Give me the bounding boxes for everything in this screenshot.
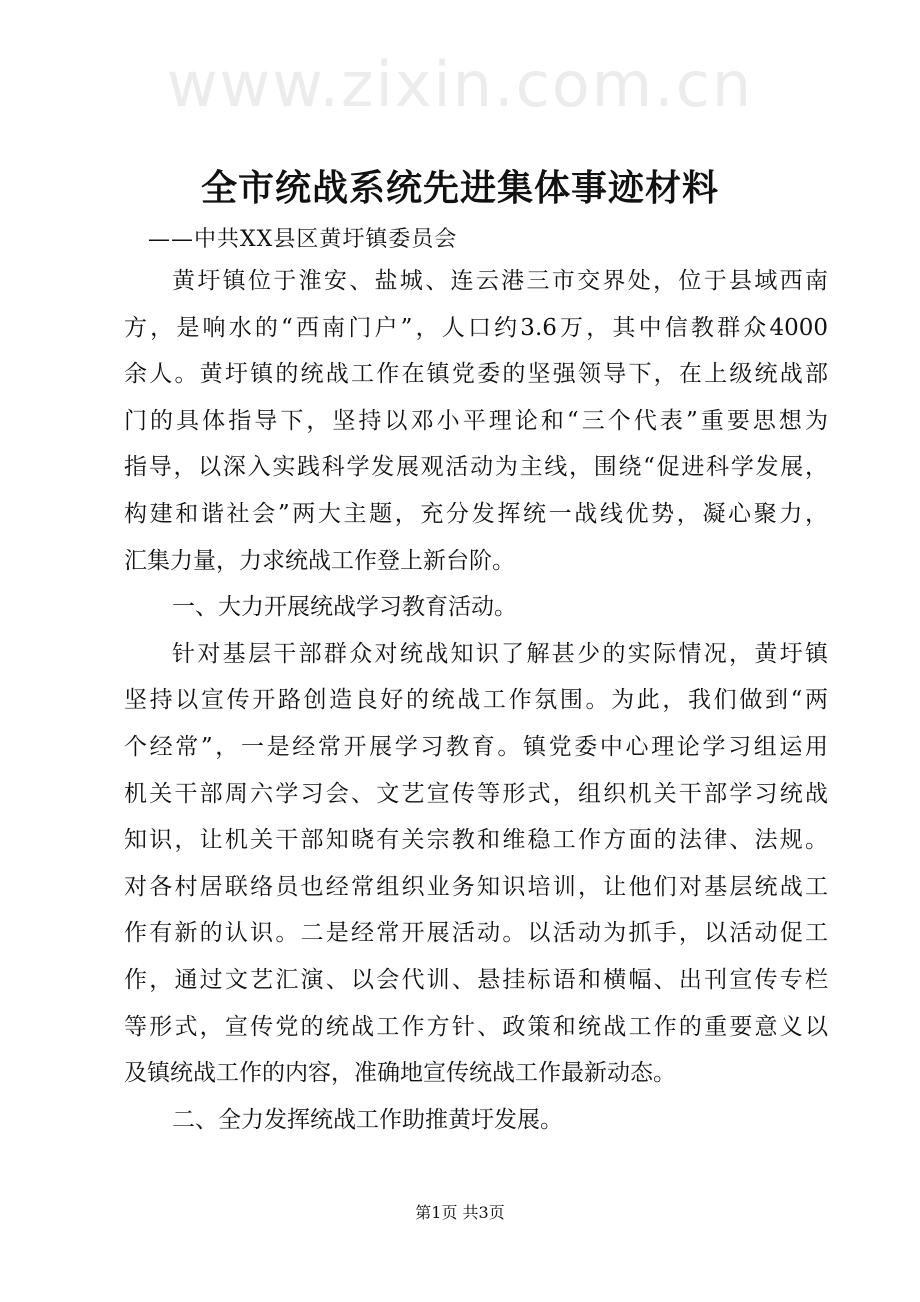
text-line: 机关干部周六学习会、文艺宣传等形式，组织机关干部学习统战 <box>124 780 828 807</box>
text-line: 指导，以深入实践科学发展观活动为主线，围绕“促进科学发展， <box>124 454 828 481</box>
document-title: 全市统战系统先进集体事迹材料 <box>200 168 719 209</box>
text-line: 门的具体指导下，坚持以邓小平理论和“三个代表”重要思想为 <box>124 407 828 434</box>
document-subtitle: ——中共XX县区黄圩镇委员会 <box>148 227 458 252</box>
text-line: 构建和谐社会”两大主题，充分发挥统一战线优势，凝心聚力， <box>124 500 828 527</box>
text-line: 等形式，宣传党的统战工作方针、政策和统战工作的重要意义以 <box>124 1013 828 1040</box>
text-line: 针对基层干部群众对统战知识了解甚少的实际情况，黄圩镇 <box>172 640 828 667</box>
text-line: 二、全力发挥统战工作助推黄圩发展。 <box>172 1106 563 1133</box>
text-line: 余人。黄圩镇的统战工作在镇党委的坚强领导下，在上级统战部 <box>124 361 828 388</box>
text-line: 个经常”，一是经常开展学习教育。镇党委中心理论学习组运用 <box>124 733 828 760</box>
text-line: 坚持以宣传开路创造良好的统战工作氛围。为此，我们做到“两 <box>124 687 828 714</box>
text-line: 作，通过文艺汇演、以会代训、悬挂标语和横幅、出刊宣传专栏 <box>124 966 828 993</box>
text-line: 对各村居联络员也经常组织业务知识培训，让他们对基层统战工 <box>124 873 828 900</box>
watermark: www.zixin.com.cn <box>166 48 754 121</box>
text-line: 汇集力量，力求统战工作登上新台阶。 <box>124 547 515 574</box>
text-line: 知识，让机关干部知晓有关宗教和维稳工作方面的法律、法规。 <box>124 827 828 854</box>
page-footer: 第1页 共3页 <box>415 1203 505 1222</box>
text-line: 方，是响水的“西南门户”，人口约3.6万，其中信教群众4000 <box>124 314 828 341</box>
document-body <box>124 264 828 1149</box>
text-line: 作有新的认识。二是经常开展活动。以活动为抓手，以活动促工 <box>124 920 828 947</box>
text-line: 一、大力开展统战学习教育活动。 <box>172 594 517 621</box>
text-line: 及镇统战工作的内容，准确地宣传统战工作最新动态。 <box>124 1060 676 1087</box>
text-line: 黄圩镇位于淮安、盐城、连云港三市交界处，位于县域西南 <box>172 268 828 294</box>
